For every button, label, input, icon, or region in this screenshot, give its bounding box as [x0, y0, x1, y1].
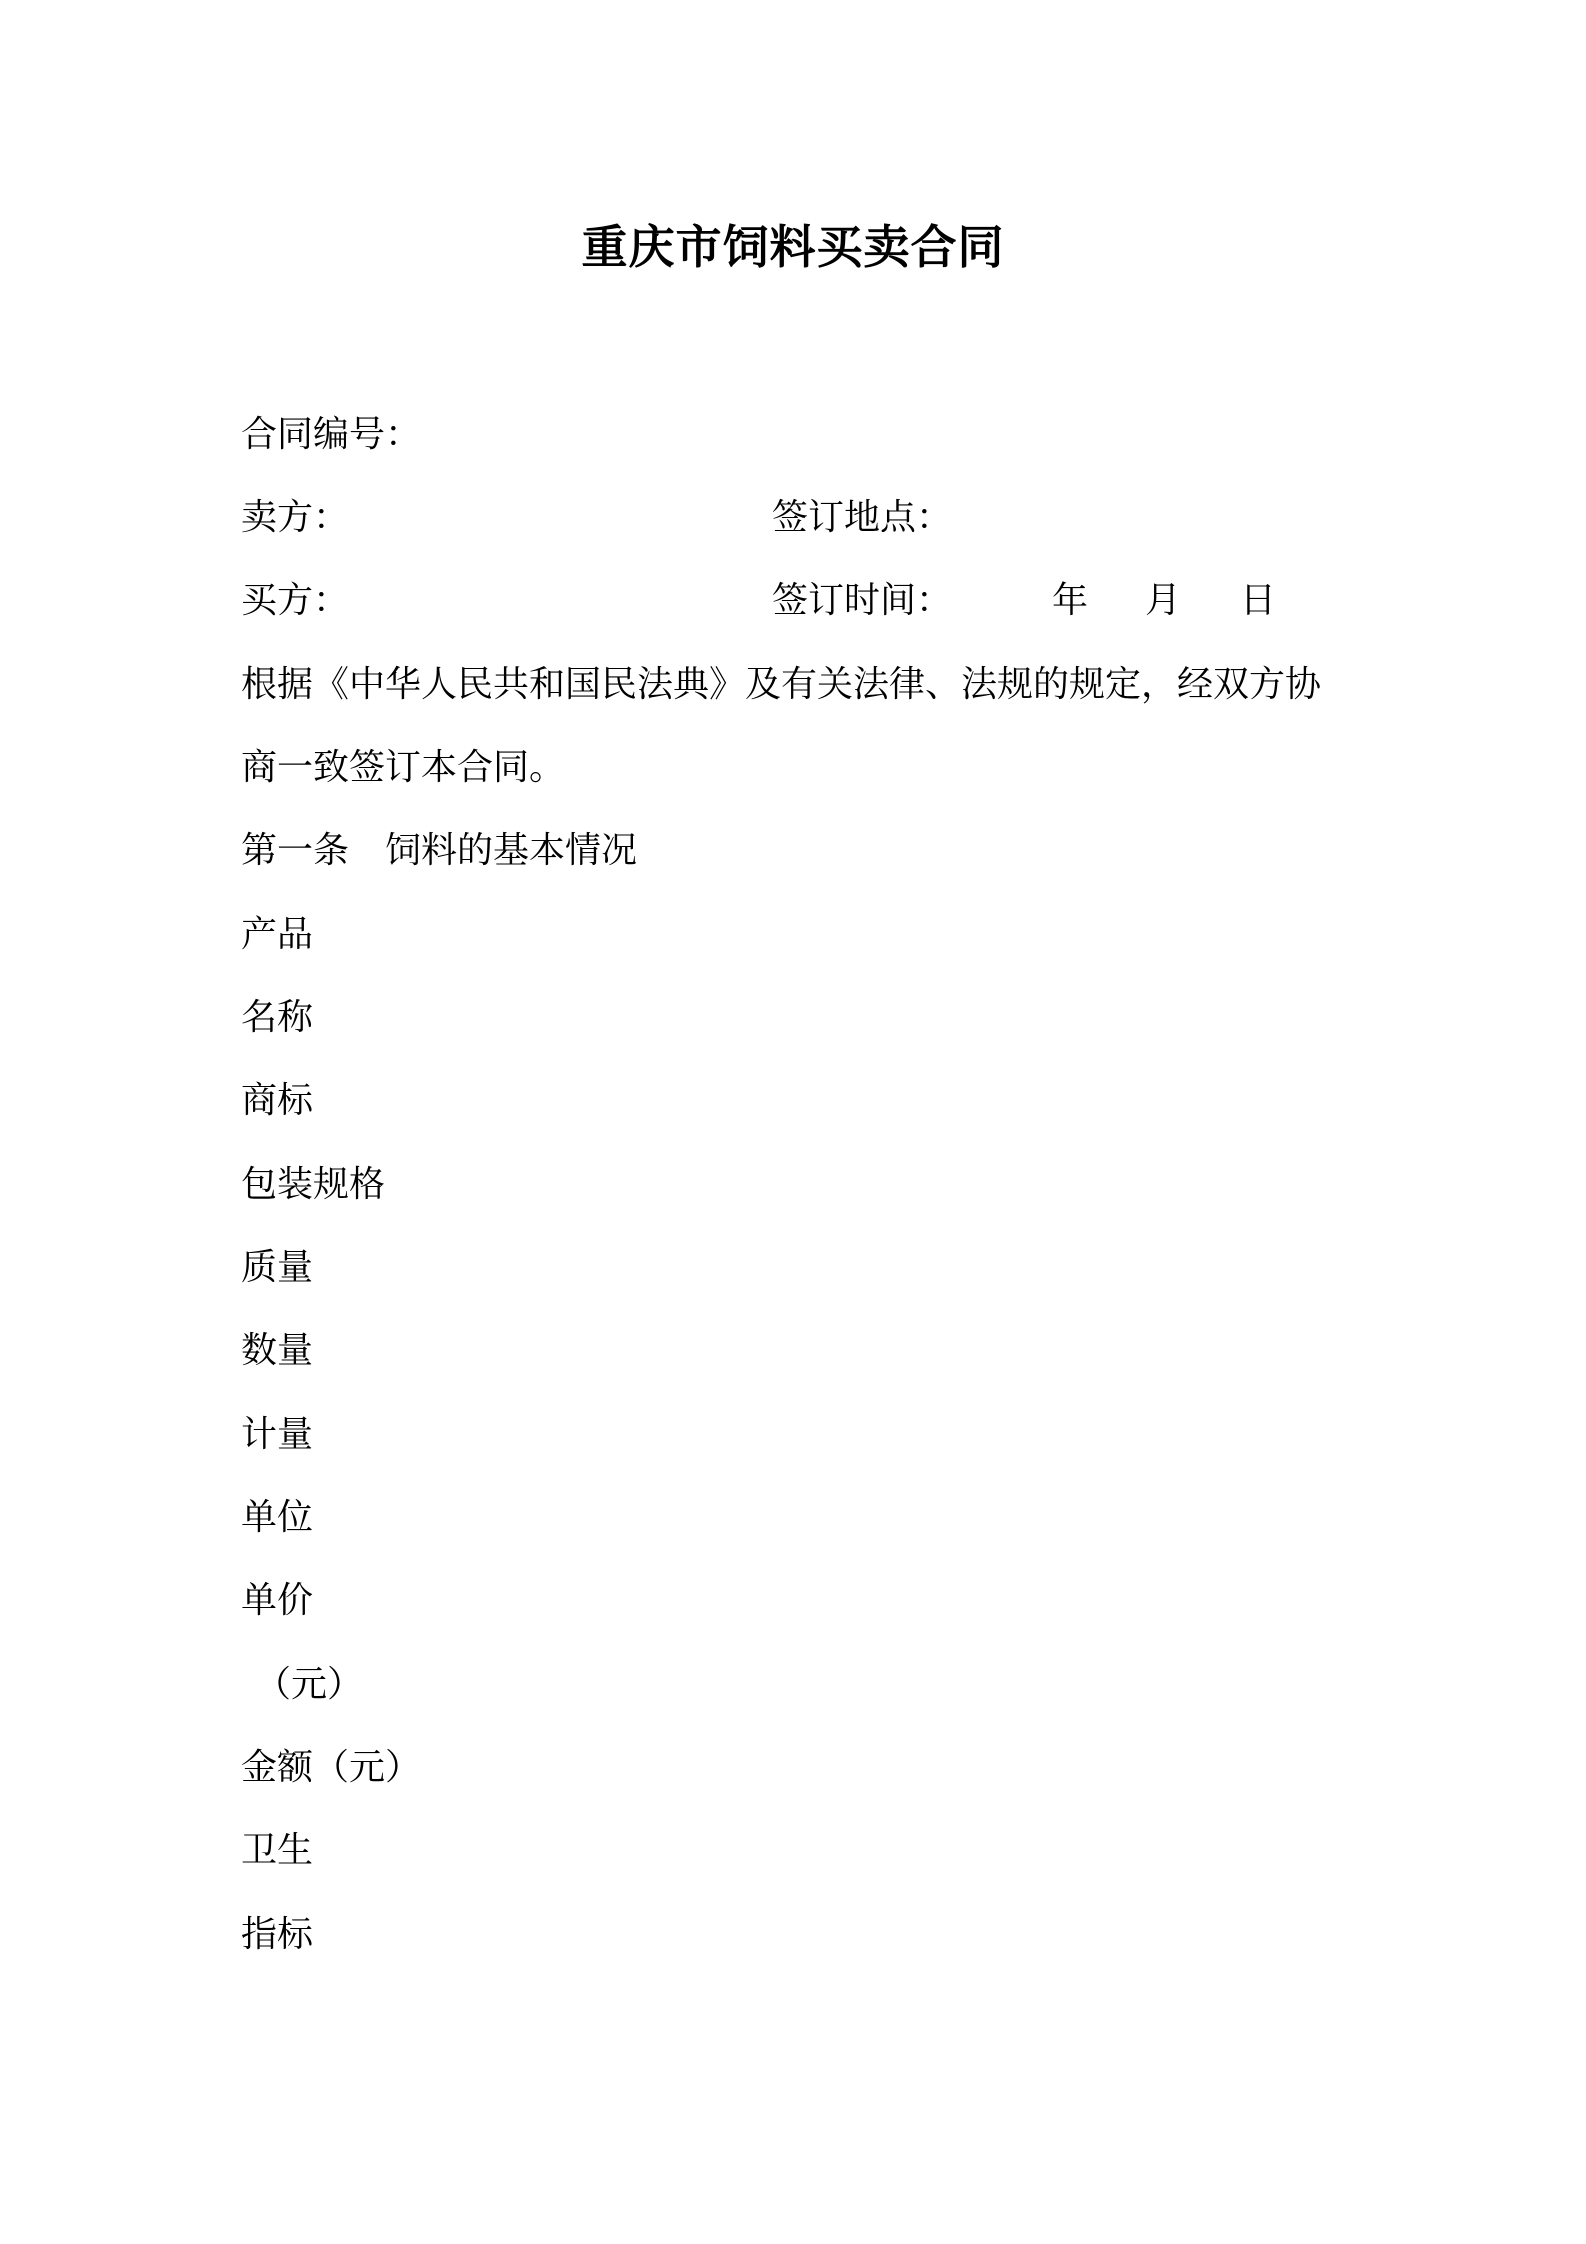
field-index: 指标: [241, 1914, 314, 1955]
field-name: 名称: [241, 997, 314, 1038]
field-package-spec: 包装规格: [241, 1164, 386, 1205]
contract-number-label: 合同编号：: [241, 414, 422, 455]
year-label: 年: [1052, 580, 1089, 621]
document-title: 重庆市饲料买卖合同: [581, 220, 1005, 274]
buyer-label: 买方：: [241, 580, 350, 621]
field-trademark: 商标: [241, 1080, 314, 1121]
sign-place-label: 签订地点：: [772, 497, 953, 538]
month-label: 月: [1145, 580, 1182, 621]
field-unit-price-currency: （元）: [255, 1664, 364, 1705]
field-product: 产品: [241, 914, 314, 955]
field-unit-price: 单价: [241, 1580, 314, 1621]
field-quality: 质量: [241, 1247, 314, 1288]
field-unit: 单位: [241, 1497, 314, 1538]
article-1-heading: 第一条 饲料的基本情况: [241, 830, 638, 871]
seller-label: 卖方：: [241, 497, 350, 538]
intro-paragraph-line-1: 根据《中华人民共和国民法典》及有关法律、法规的规定，经双方协: [241, 664, 1322, 705]
field-quantity: 数量: [241, 1330, 314, 1371]
field-measure: 计量: [241, 1414, 314, 1455]
sign-time-label: 签订时间：: [772, 580, 953, 621]
day-label: 日: [1240, 580, 1277, 621]
field-amount: 金额（元）: [241, 1747, 422, 1788]
intro-paragraph-line-2: 商一致签订本合同。: [241, 747, 566, 788]
field-hygiene: 卫生: [241, 1830, 314, 1871]
